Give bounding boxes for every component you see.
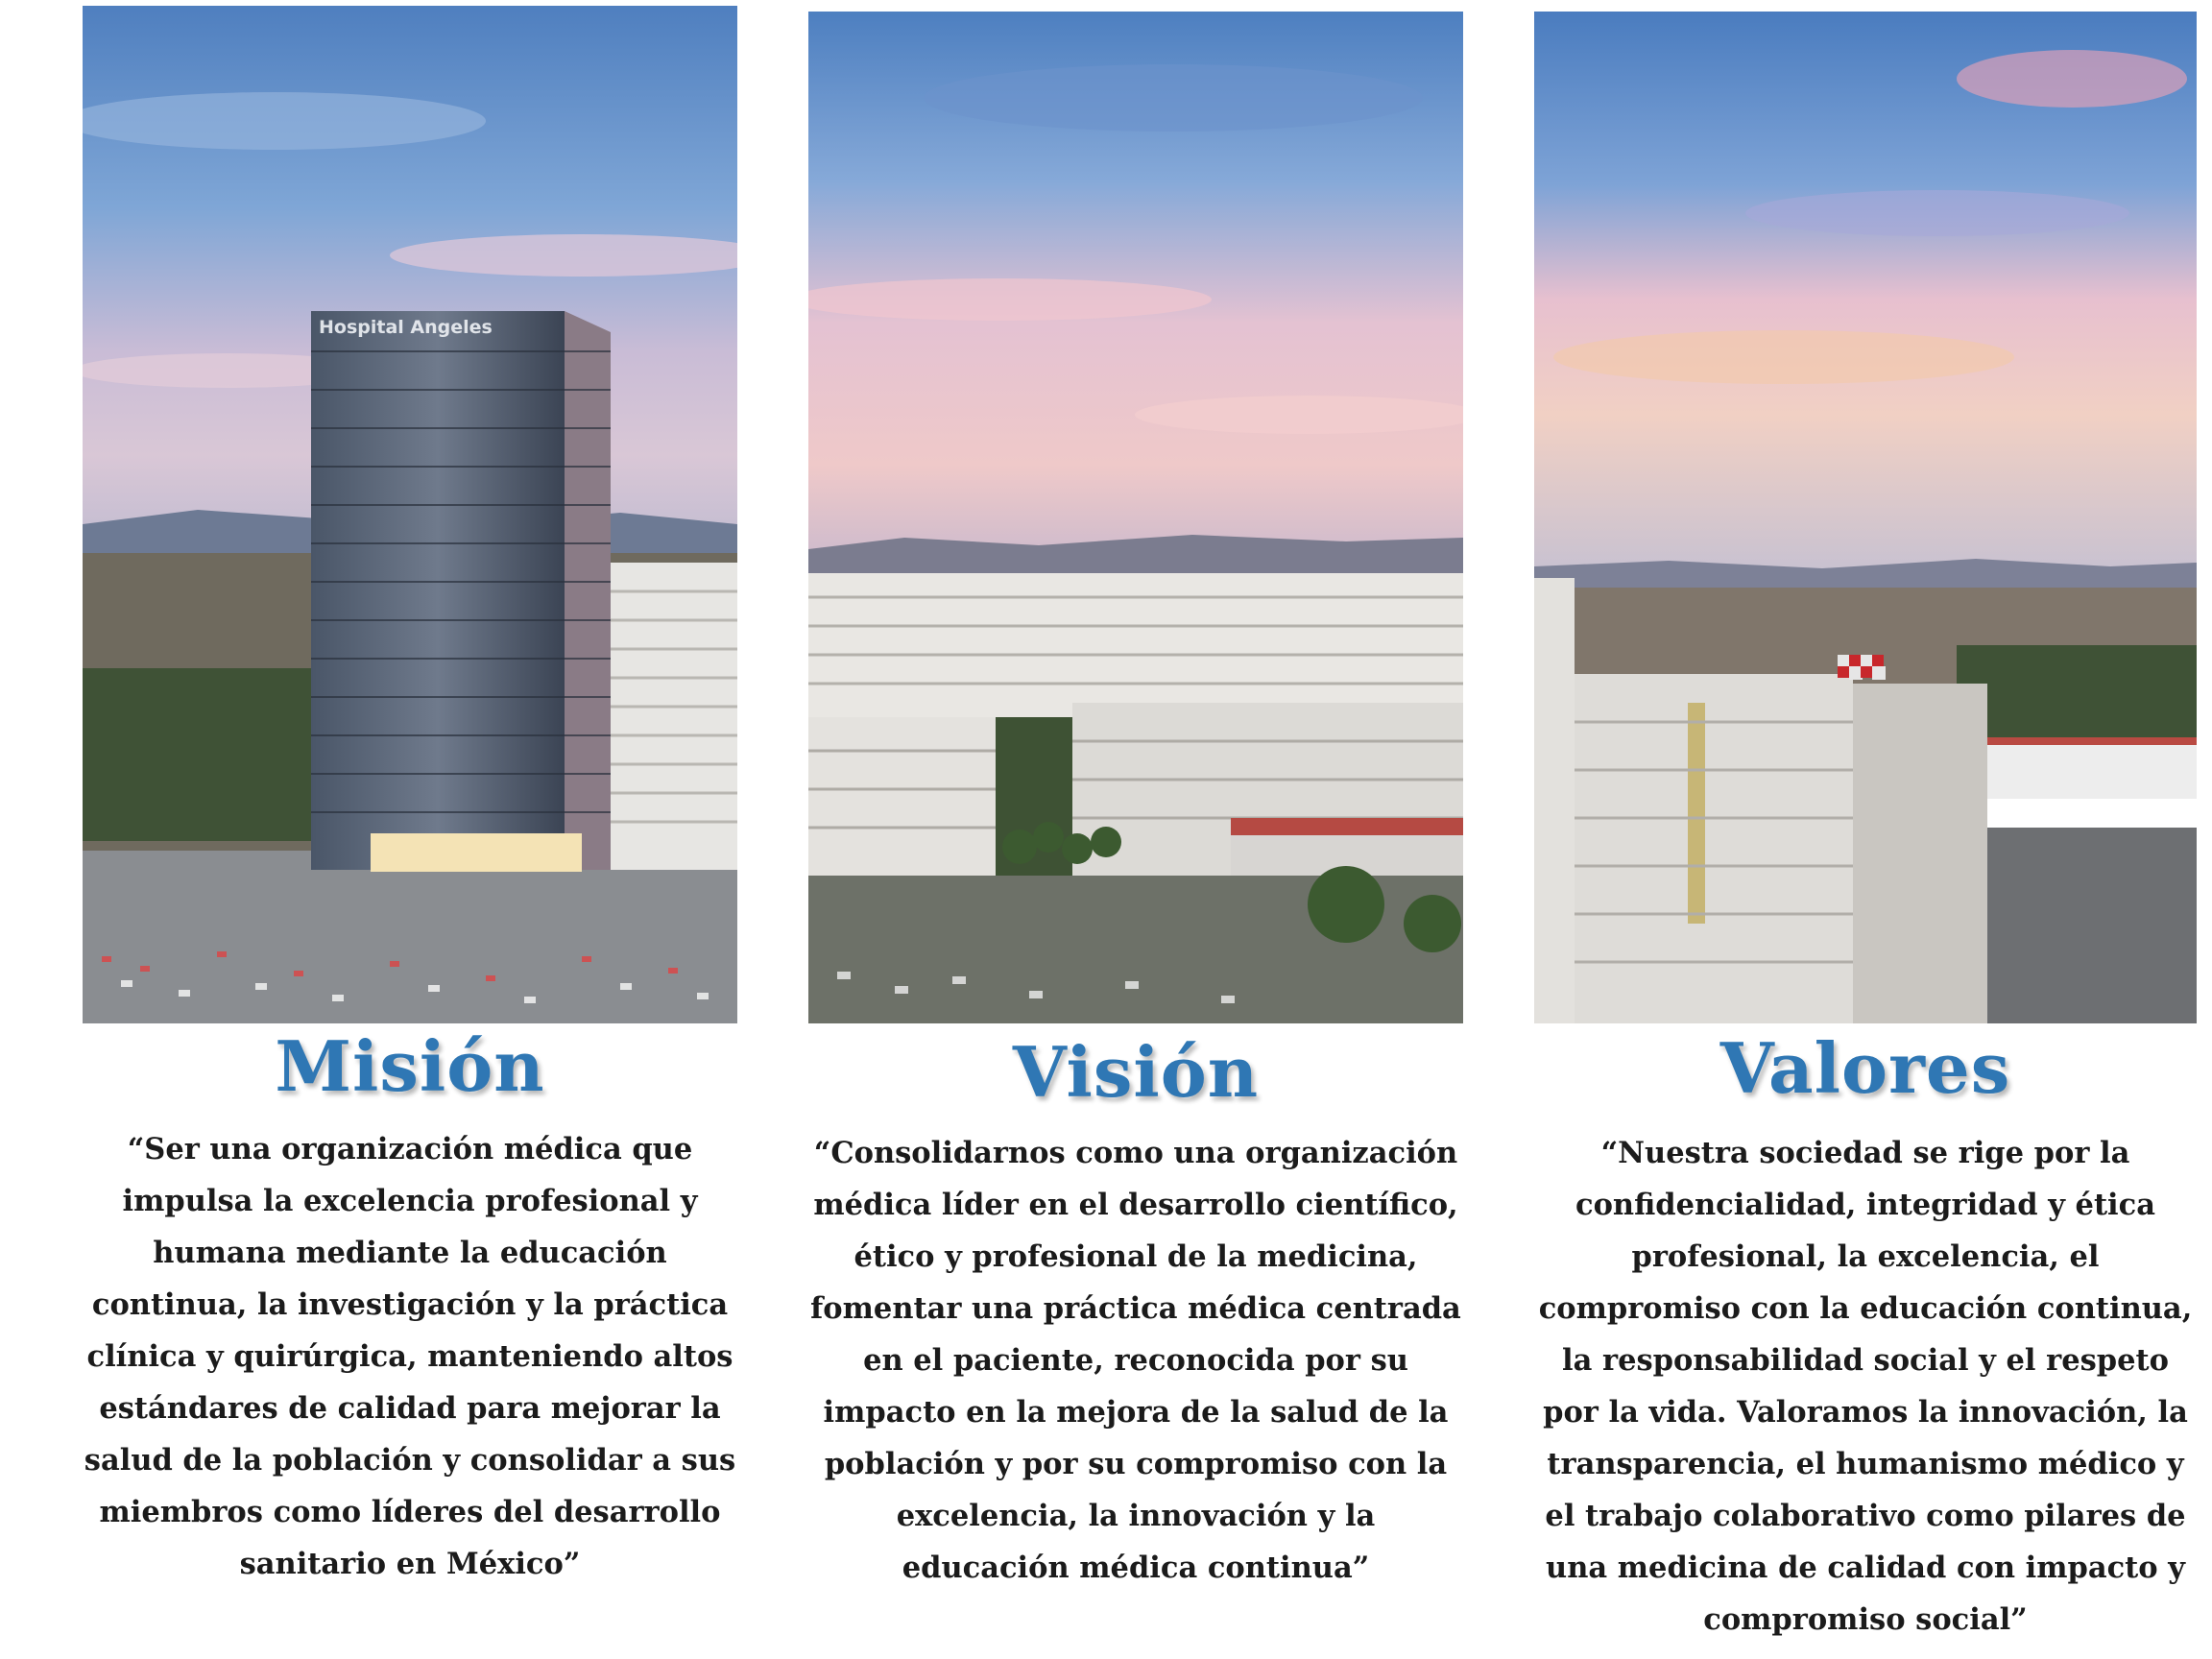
valores-photo: [1534, 12, 2197, 1023]
mision-column: [83, 0, 737, 1659]
mision-heading: Misión: [275, 1025, 545, 1107]
mision-quote: “Ser una organización médica que impulsa la excelencia profesional y humana mediante la educación continua, la investigación y la práctica clínica y quirúrgica, manteniendo altos estándares de calidad para mejorar la salud de la población y consolidar a sus miembros como líderes del desarrollo sanitario en México”: [84, 1132, 736, 1581]
vision-quote: “Consolidarnos como una organización médica líder en el desarrollo científico, ético y profesional de la medicina, fomentar una práctica médica centrada en el paciente, reconocida por su impacto en la mejora de la salud de la población y por su compromiso con la excelencia, la innovación y la educación médica continua”: [810, 1136, 1461, 1585]
hospital-sign: Hospital Angeles: [319, 317, 493, 338]
vision-column: [808, 0, 1463, 1659]
hospital-complex-image: [808, 12, 1463, 1023]
mision-photo: [83, 6, 737, 1023]
vision-heading: Visión: [1012, 1031, 1260, 1113]
hospital-tower-image: [83, 6, 737, 1023]
hospital-building-image: [1534, 12, 2197, 1023]
valores-quote: “Nuestra sociedad se rige por la confidencialidad, integridad y ética profesional, la excelencia, el compromiso con la educación continua, la responsabilidad social y el respeto por la vida. Valoramos la innovación, la transparencia, el humanismo médico y el trabajo colaborativo como pilares de una medicina de calidad con impacto y compromiso social”: [1538, 1136, 2193, 1637]
valores-heading: Valores: [1719, 1027, 2011, 1109]
vision-photo: [808, 12, 1463, 1023]
valores-column: [1534, 0, 2197, 1659]
